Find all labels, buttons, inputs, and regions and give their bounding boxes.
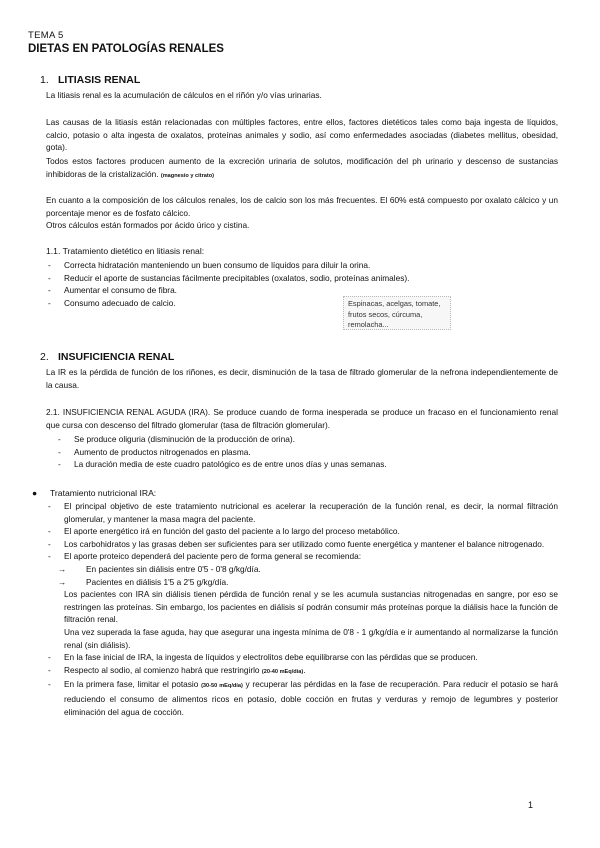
ira-treatment-heading: ● Tratamiento nutricional IRA: xyxy=(32,488,157,498)
list-item: - Se produce oliguria (disminución de la producción de orina). xyxy=(58,434,295,444)
litiasis-definition: La litiasis renal es la acumulación de cálculos en el riñón y/o vías urinarias. xyxy=(46,90,322,100)
litiasis-causes: Las causas de la litiasis están relacionadas con múltiples factores, entre ellos, factores dietéticos tales como baja ingesta de líquidos, calcio, potasio o alta ingesta de oxalatos, proteínas animales y sodio, así como enfermedades asociadas (diabetes mellitus, obesidad, gota). xyxy=(46,117,558,153)
section-2-heading xyxy=(40,351,174,363)
section-2-number: 2. xyxy=(40,351,49,363)
page-number: 1 xyxy=(528,800,534,810)
ir-definition: La IR es la pérdida de función de los riñones, es decir, disminución de la tasa de filtrado glomerular de la nefrona independientemente de la causa. xyxy=(46,367,558,390)
list-item: - Aumento de productos nitrogenados en plasma. xyxy=(58,446,251,457)
bullet-icon: ● xyxy=(32,488,38,498)
list-item: → Pacientes en diálisis 1'5 a 2'5 g/kg/día. xyxy=(58,576,229,587)
list-item: - Los carbohidratos y las grasas deben ser suficientes para ser utilizado como fuente energética y mantener el balance nitrogenado. xyxy=(48,538,545,549)
list-item: - Reducir el aporte de sustancias fácilmente precipitables (oxalatos, sodio, proteínas animales). xyxy=(48,272,410,283)
litiasis-factors xyxy=(46,155,558,182)
protein-recovery: Una vez superada la fase aguda, hay que asegurar una ingesta mínima de 0'8 - 1 g/kg/día e ir aumentando al normalizarse la función renal (sin diálisis). xyxy=(64,626,558,650)
litiasis-treatment-list xyxy=(46,259,558,309)
litiasis-factors-note: (magnesio y citrato) xyxy=(160,172,214,179)
ira-features-list xyxy=(56,433,558,471)
list-item: - Aumentar el consumo de fibra. xyxy=(48,285,177,296)
section-2-title: INSUFICIENCIA RENAL xyxy=(58,351,175,363)
section-1-number: 1. xyxy=(40,74,49,86)
ira-treatment-list xyxy=(46,500,558,718)
list-item: - El principal objetivo de este tratamiento nutricional es acelerar la recuperación de la función renal, es decir, la normal filtración glomerular, y mantener la masa magra del paciente. xyxy=(48,501,558,524)
oxalate-foods-comment: Espinacas, acelgas, tomate, frutos secos, cúrcuma, remolacha... xyxy=(343,296,451,330)
section-1-heading xyxy=(40,74,140,86)
calculi-composition: En cuanto a la composición de los cálculos renales, los de calcio son los más frecuentes. El 60% está compuesto por oxalato cálcico y un porcentaje menor es de fosfato cálcico. xyxy=(46,195,558,218)
document-title: DIETAS EN PATOLOGÍAS RENALES xyxy=(28,43,224,55)
list-item: - Consumo adecuado de calcio. xyxy=(48,297,176,308)
litiasis-factors-text: Todos estos factores producen aumento de la excreción urinaria de solutos, modificación del ph urinario y descenso de sustancias inhibidoras de la cristalización. xyxy=(46,156,558,179)
list-item: - En la fase inicial de IRA, la ingesta de líquidos y electrolitos debe equilibrarse con las pérdidas que se producen. xyxy=(48,652,478,663)
list-item: - La duración media de este cuadro patológico es de entre unos días y unas semanas. xyxy=(58,459,387,470)
list-item: - El aporte proteico dependerá del paciente pero de forma general se recomienda: xyxy=(48,551,362,562)
arrow-icon: → xyxy=(58,576,67,587)
ira-definition: 2.1. INSUFICIENCIA RENAL AGUDA (IRA). Se produce cuando de forma inesperada se produce un fracaso en el funcionamiento renal que cursa con descenso del filtrado glomerular (tasa de filtración glomerular). xyxy=(46,407,558,430)
list-item: - Correcta hidratación manteniendo un buen consumo de líquidos para diluir la orina. xyxy=(48,260,371,270)
list-item: - En la primera fase, limitar el potasio (30-50 mEq/día) y recuperar las pérdidas en la fase de recuperación. Para reducir el potasio se hará reduciendo el consumo de alimentos ricos en potasio, doble cocción en frutas y verduras y remojo de legumbres y posterior eliminación del agua de cocción. xyxy=(48,679,558,717)
chapter-label: TEMA 5 xyxy=(28,30,64,41)
litiasis-treatment-heading: 1.1. Tratamiento dietético en litiasis renal: xyxy=(46,246,205,256)
section-1-title: LITIASIS RENAL xyxy=(58,74,141,86)
list-item: - Respecto al sodio, al comienzo habrá que restringirlo (20-40 mEq/día). xyxy=(48,664,306,675)
list-item: - El aporte energético irá en función del gasto del paciente a lo largo del proceso metabólico. xyxy=(48,526,400,537)
protein-explanation: Los pacientes con IRA sin diálisis tienen pérdida de función renal y se les acumula sustancias nitrogenadas en sangre, por eso se restringen las proteínas. Sin embargo, los pacientes en diálisis sí podrán consumir más proteínas porque la diálisis hace la función de filtración renal. xyxy=(64,589,558,625)
list-item: → En pacientes sin diálisis entre 0'5 - 0'8 g/kg/día. xyxy=(58,563,261,574)
other-calculi: Otros cálculos están formados por ácido úrico y cistina. xyxy=(46,220,250,230)
arrow-icon: → xyxy=(58,563,67,574)
